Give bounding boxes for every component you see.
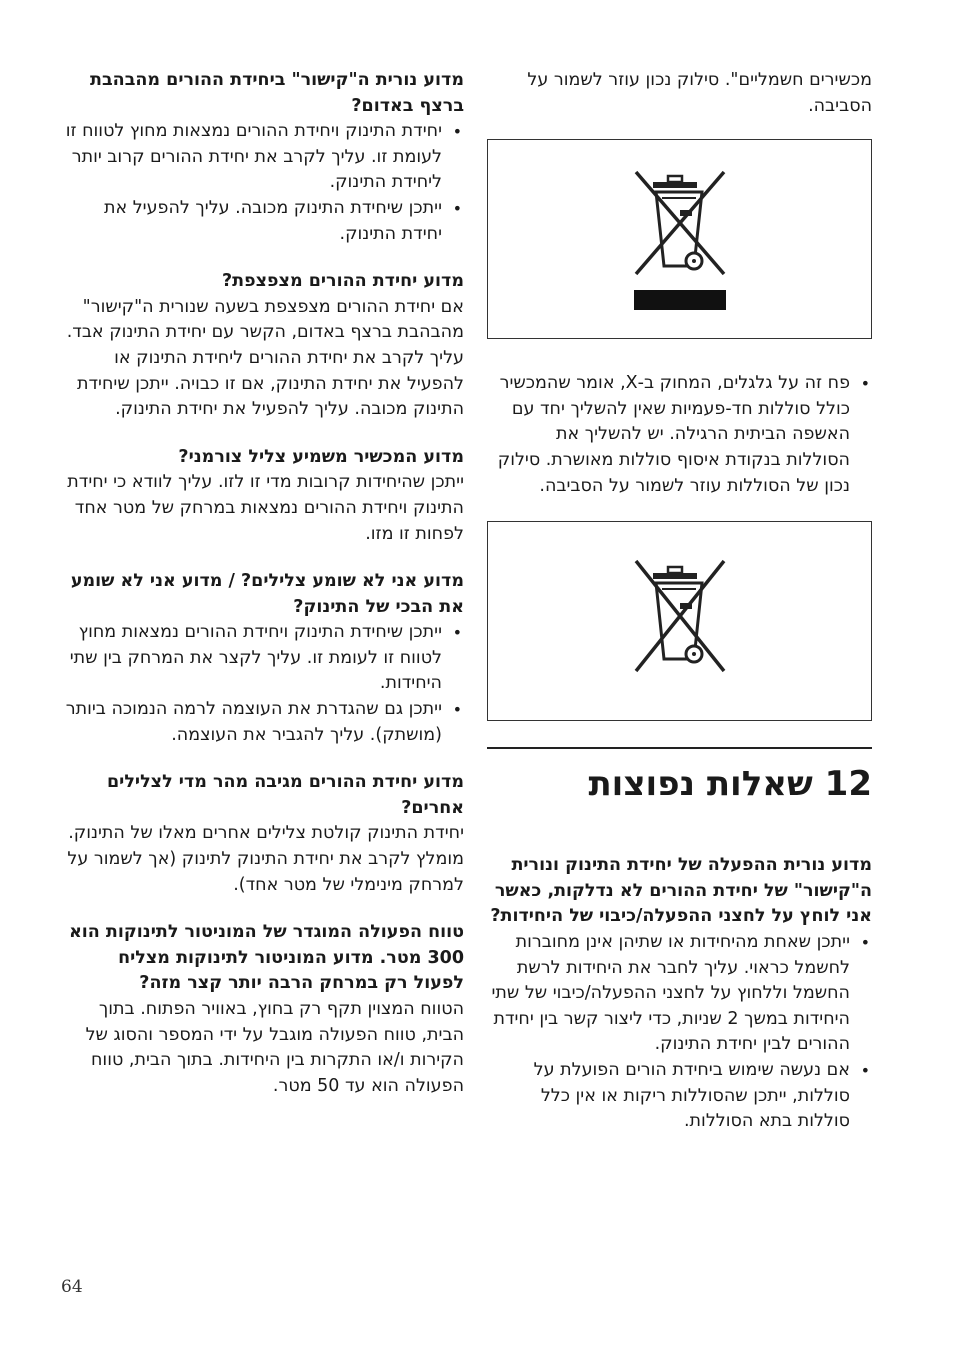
crossed-out-wheelie-bin-icon <box>620 551 740 691</box>
faq-question: מדוע נורית ההפעלה של יחידת התינוק ונורית ה"קישור" של יחידת ההורים לא נדלקות, כאשר אני לוחץ על לחצני ההפעלה/כיבוי של היחידות? <box>490 855 872 927</box>
left-column <box>62 68 464 1121</box>
faq-section <box>62 445 464 547</box>
faq-section <box>62 770 464 898</box>
faq-answer: הטווח המצוין תקף רק בחוץ, באוויר הפתוח. בתוך הבית, טווח הפעולה מוגבל על ידי המספר והסוג של הקירות ו/או התקרות בין היחידות. בתוך הבית, טווח הפעולה הוא עד 50 מטר. <box>85 999 464 1096</box>
list-item: • פח זה על גלגלים, המחוק ב-X, אומר שהמכשיר כולל סוללות חד-פעמיות שאין להשליך יחד עם האשפה הביתית הרגילה. יש להשליך את הסוללות בנקודת איסוף סוללות מאושרת. סילוק נכון של הסוללות עוזר לשמור על הסביבה. <box>487 371 850 499</box>
list-item: • ייתכן שיחידת התינוק מכובה. עליך להפעיל את יחידת התינוק. <box>62 196 442 247</box>
faq-question: מדוע יחידת ההורים מגיבה מהר מדי לצלילים אחרים? <box>107 772 464 818</box>
intro-text: מכשירים חשמליים". סילוק נכון עוזר לשמור על הסביבה. <box>527 70 872 116</box>
faq-section <box>62 569 464 748</box>
page-number: 64 <box>61 1277 83 1297</box>
faq-question: טווח הפעולה המוגדר של המוניטור לתינוקות הוא 300 מטר. מדוע המוניטור לתינוקות מצליח לפעול רק במרחק הרבה יותר קצר מזה? <box>69 922 464 994</box>
list-item: • ייתכן גם שהגדרת את העוצמה לרמה הנמוכה ביותר (מושתק). עליך להגביר את העוצמה. <box>62 697 442 748</box>
faq-section <box>487 853 872 1135</box>
faq-question: מדוע המכשיר משמיע צליל צורמני? <box>178 446 464 467</box>
faq-question: מדוע נורית ה"קישור" ביחידת ההורים מהבהבת ברצף באדום? <box>90 70 464 116</box>
chapter-title: 12 שאלות נפוצות <box>588 764 872 805</box>
list-item: • ייתכן שאחת מהיחידות או שתיהן אינן מחוברות לחשמל כראוי. עליך לחבר את היחידות לרשת החשמל וללחוץ על לחצני ההפעלה/כיבוי של שתי היחידות במשך 2 שניות, כדי ליצור קשר בין יחידת ההורים לבין יחידת התינוק. <box>487 930 850 1058</box>
faq-answer: יחידת התינוק קולטת צלילים אחרים מאלו של התינוק. מומלץ לקרב את יחידת התינוק לתינוק (אך לשמור על למרחק מינימלי של מטר אחד). <box>67 823 464 895</box>
faq-question: מדוע יחידת ההורים מצפצפת? <box>221 271 464 292</box>
faq-section <box>62 269 464 423</box>
weee-symbol-box <box>487 139 872 339</box>
battery-symbol-box <box>487 521 872 721</box>
list-item: • ייתכן שיחידת התינוק ויחידת ההורים נמצאות מחוץ לטווח זו לעומת זו. עליך לקצר את המרחק בין שתי היחידות. <box>62 620 442 697</box>
faq-question: מדוע אני לא שומע צלילים? / מדוע אני לא שומע את הבכי של התינוק? <box>70 571 464 617</box>
right-column <box>487 68 872 1157</box>
faq-section <box>62 920 464 1099</box>
crossed-out-wheelie-bin-icon <box>620 164 740 314</box>
list-item: • אם נעשה שימוש ביחידת הורים הפועלת על סוללות, ייתכן שהסוללות ריקות או אין כלל סוללות בתא הסוללות. <box>487 1058 850 1135</box>
faq-section <box>62 68 464 247</box>
faq-answer: ייתכן שהיחידות קרובות מדי זו לזו. עליך לוודא כי יחידת התינוק ויחידת ההורים נמצאות במרחק של מטר אחד לפחות זו מזו. <box>67 472 464 544</box>
chapter-divider <box>487 747 872 749</box>
faq-answer: אם יחידת ההורים מצפצפת בשעה שנורית ה"קישור" מהבהבת ברצף באדום, הקשר עם יחידת התינוק אבד. עליך לקרב את יחידת ההורים ליחידת התינוק או להפעיל את יחידת התינוק, אם זו כבויה. ייתכן שיחידת התינוק מכובה. עליך להפעיל את יחידת התינוק. <box>66 296 464 420</box>
list-item: • יחידת התינוק ויחידת ההורים נמצאות מחוץ לטווח זו לעומת זו. עליך לקרב את יחידת ההורים קרוב יותר ליחידת התינוק. <box>62 119 442 196</box>
